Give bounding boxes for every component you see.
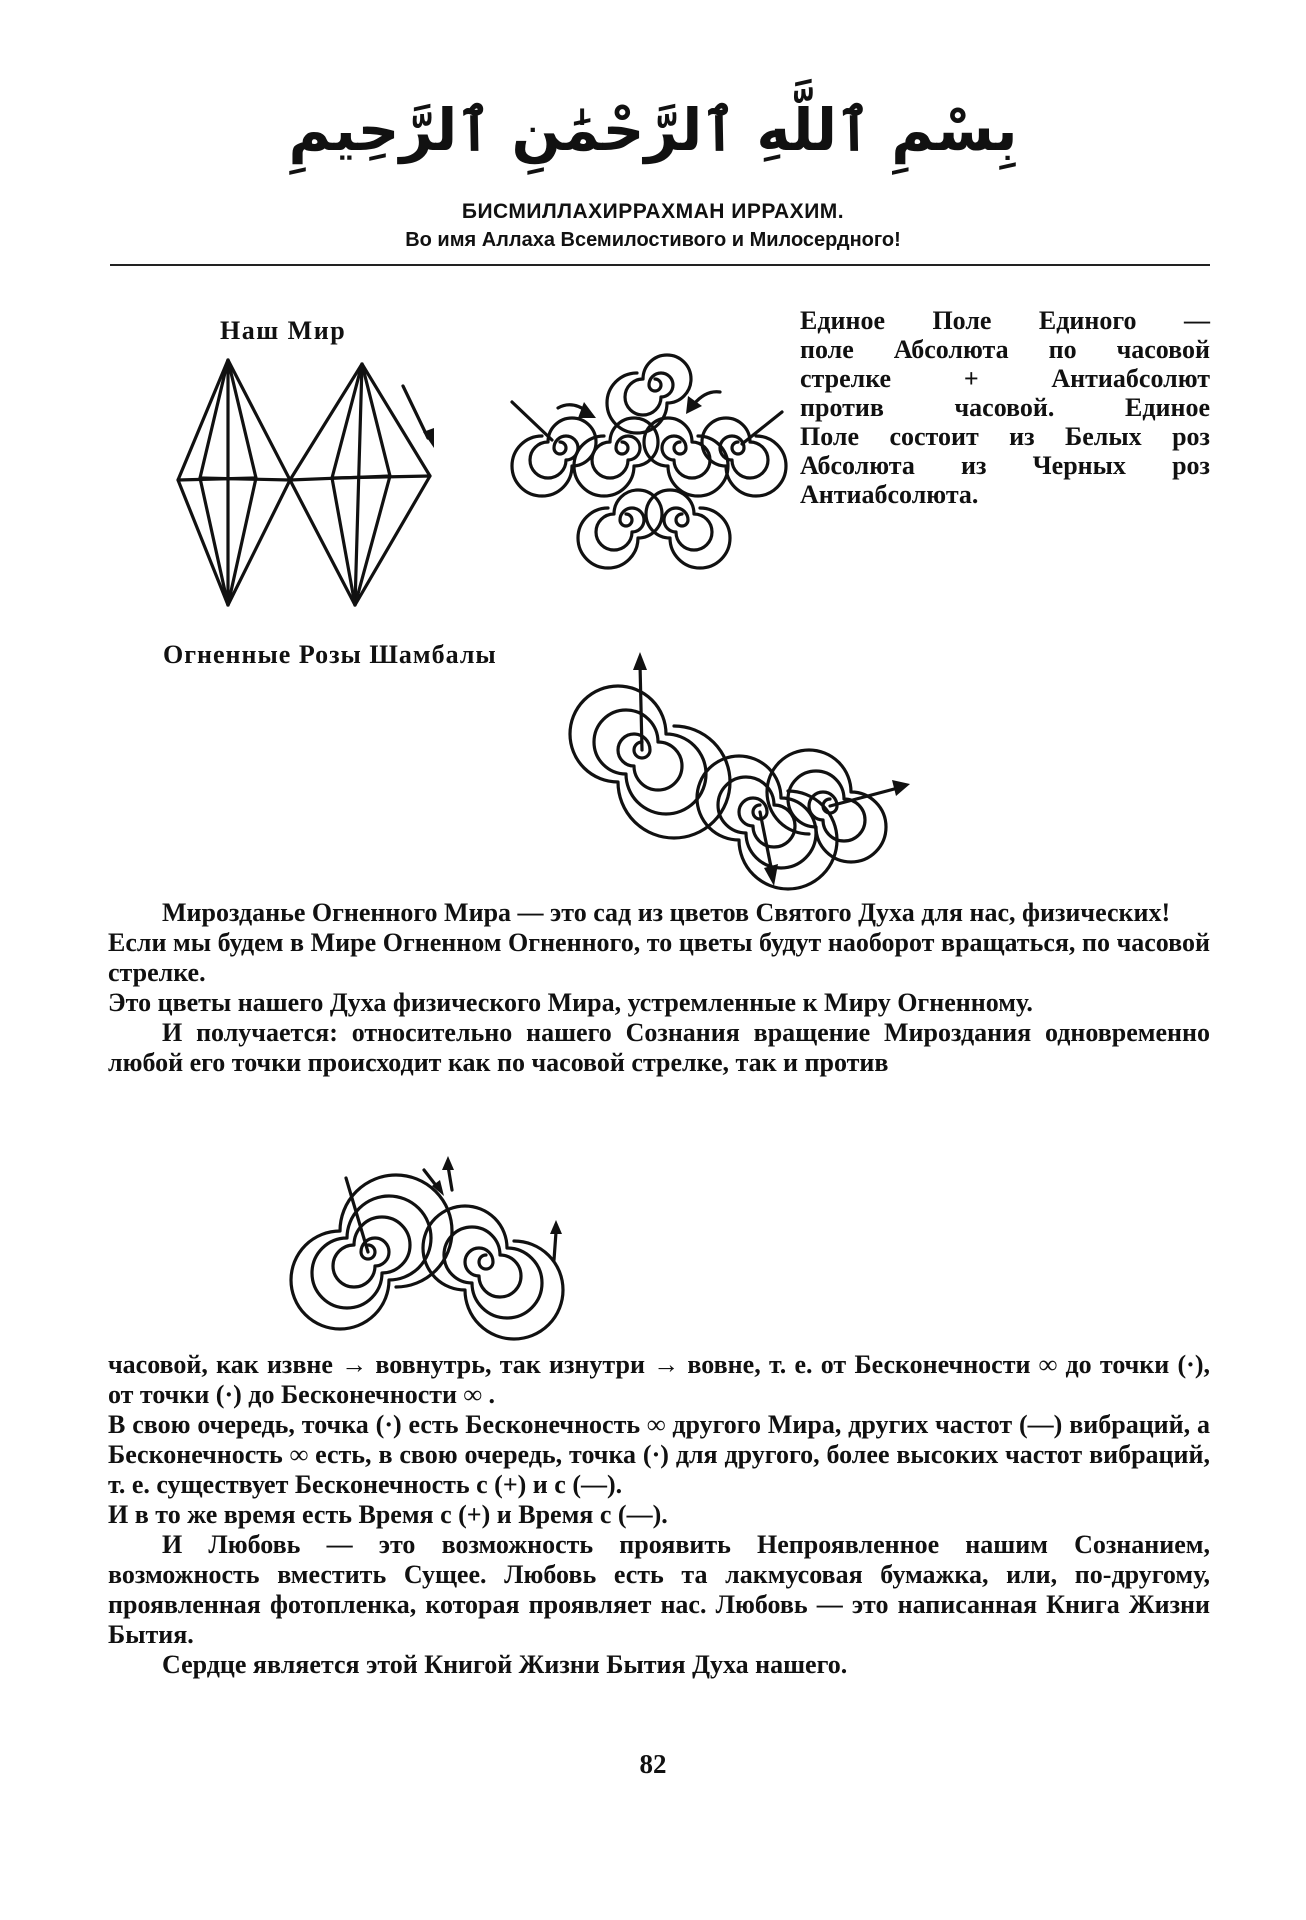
fire-roses-spiral-figure [580, 650, 920, 890]
double-spiral-figure [300, 1160, 580, 1340]
page-number: 82 [639, 1749, 667, 1779]
paragraph: Это цветы нашего Духа физического Мира, устремленные к Миру Огненному. [108, 988, 1033, 1017]
unified-field-line: Поле состоит из Белых роз [800, 422, 1210, 451]
unified-field-line: Абсолюта из Черных роз [800, 451, 1210, 480]
unified-field-line: против часовой. Единое [800, 393, 1210, 422]
paragraph: часовой, как извне → вовнутрь, так изнутри → вовне, т. е. от Бесконечности ∞ до точки (·), от точки (·) до Бесконечности ∞ . [108, 1350, 1210, 1409]
paragraph: Мирозданье Огненного Мира — это сад из цветов Святого Духа для нас, физических! [162, 898, 1171, 927]
header-title: БИСМИЛЛАХИРРАХМАН ИРРАХИМ. [461, 200, 845, 223]
header-subtitle: Во имя Аллаха Всемилостивого и Милосердного! [405, 229, 901, 251]
paragraph: И получается: относительно нашего Сознания вращение Мироздания одновременно любой его точки происходит как по часовой стрелке, так и против [108, 1018, 1210, 1077]
paragraph: И в то же время есть Время с (+) и Время с (—). [108, 1500, 668, 1529]
nash-mir-label: Наш Мир [220, 316, 347, 345]
unified-field-line: Единое Поле Единого — [800, 306, 1210, 335]
paragraph: В свою очередь, точка (·) есть Бесконечность ∞ другого Мира, других частот (—) вибраций, а Бесконечность ∞ есть, в свою очередь, точка (·) для другого, более высоких частот вибраций, т. е. существует Бесконечность с (+) и с (—). [108, 1410, 1210, 1499]
unified-field-rose-cluster [510, 340, 790, 570]
main-text-section-2 [108, 1350, 1210, 1680]
fire-roses-label: Огненные Розы Шамбалы [163, 640, 497, 669]
unified-field-line: Антиабсолюта. [800, 480, 979, 509]
nash-mir-diamond-figure [160, 350, 450, 620]
paragraph: Если мы будем в Мире Огненном Огненного, то цветы будут наоборот вращаться, по часовой стрелке. [108, 928, 1210, 987]
paragraph: Сердце является этой Книгой Жизни Бытия Духа нашего. [162, 1650, 848, 1679]
arabic-calligraphy: بِسْمِ ٱللَّهِ ٱلرَّحْمَٰنِ ٱلرَّحِيمِ [288, 96, 1018, 164]
unified-field-line: стрелке + Антиабсолют [800, 364, 1210, 393]
main-text-section-1 [108, 898, 1210, 1078]
paragraph: И Любовь — это возможность проявить Непроявленное нашим Сознанием, возможность вместить Сущее. Любовь есть та лакмусовая бумажка, или, по-другому, проявленная фотопленка, которая проявляет нас. Любовь — это написанная Книга Жизни Бытия. [108, 1530, 1210, 1649]
header-divider [110, 264, 1210, 266]
unified-field-paragraph [800, 306, 1210, 509]
unified-field-line: поле Абсолюта по часовой [800, 335, 1210, 364]
